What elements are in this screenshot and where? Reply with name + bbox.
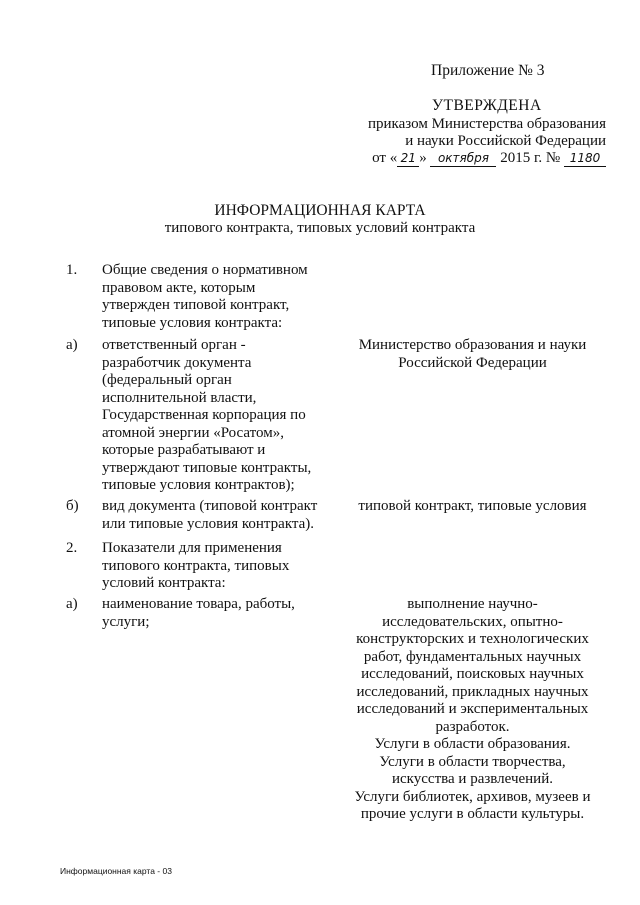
- order-date-line: [372, 150, 606, 167]
- question-line: атомной энергии «Росатом»,: [102, 424, 284, 441]
- question-line: типового контракта, типовых: [102, 557, 290, 574]
- question-line: условий контракта:: [102, 575, 226, 591]
- answer-line: Российской Федерации: [398, 354, 547, 371]
- question-line: исполнительной власти,: [102, 389, 257, 406]
- question-line: типовые условия контрактов);: [102, 477, 295, 493]
- answer-line: типовой контракт, типовые условия: [358, 498, 587, 514]
- row-question: [102, 540, 327, 593]
- answer-line: выполнение научно-: [407, 596, 538, 612]
- question-line: (федеральный орган: [102, 372, 232, 388]
- row-answer: [345, 498, 600, 516]
- question-line: Общие сведения о нормативном: [102, 262, 308, 278]
- row-number: 2.: [66, 540, 78, 556]
- answer-line: исследовательских, опытно-: [382, 613, 563, 630]
- question-line: которые разрабатывают и: [102, 442, 266, 458]
- page-footer: Информационная карта - 03: [60, 866, 172, 876]
- row-question: [102, 337, 327, 495]
- answer-line: разработок.: [435, 718, 510, 735]
- question-line: Показатели для применения: [102, 540, 282, 556]
- row-number: а): [66, 596, 78, 612]
- document-subtitle: типового контракта, типовых условий контракта: [164, 220, 476, 236]
- answer-line: исследований, поисковых научных: [361, 666, 584, 682]
- question-line: наименование товара, работы,: [102, 596, 295, 612]
- row-question: [102, 596, 327, 631]
- answer-line: конструкторских и технологических: [356, 631, 589, 647]
- answer-line: Услуги библиотек, архивов, музеев и: [354, 788, 591, 805]
- question-line: услуги;: [102, 613, 150, 630]
- question-line: вид документа (типовой контракт: [102, 498, 318, 514]
- row-answer: [345, 596, 600, 824]
- order-month-handwritten: октября: [430, 151, 496, 167]
- answer-line: Министерство образования и науки: [358, 337, 587, 353]
- question-line: или типовые условия контракта).: [102, 515, 315, 532]
- order-date-prefix: от «: [372, 150, 398, 166]
- answer-line: исследований и экспериментальных: [356, 701, 589, 717]
- question-line: разработчик документа: [102, 354, 252, 371]
- order-number-handwritten: 1180: [564, 151, 606, 167]
- document-title: ИНФОРМАЦИОННАЯ КАРТА: [214, 202, 426, 219]
- question-line: Государственная корпорация по: [102, 407, 306, 423]
- approved-stamp: УТВЕРЖДЕНА: [432, 97, 542, 114]
- answer-line: Услуги в области творчества,: [379, 753, 566, 770]
- question-line: ответственный орган -: [102, 337, 246, 353]
- order-issuer-line-1: приказом Министерства образования: [368, 116, 606, 132]
- row-question: [102, 498, 327, 533]
- row-number: а): [66, 337, 78, 353]
- order-issuer-line-2: и науки Российской Федерации: [405, 133, 606, 149]
- answer-line: исследований, прикладных научных: [356, 683, 589, 700]
- order-day-handwritten: 21: [397, 151, 419, 167]
- row-number: 1.: [66, 262, 78, 278]
- question-line: утверждают типовые контракты,: [102, 459, 312, 476]
- order-year: 2015 г. №: [500, 150, 561, 166]
- answer-line: работ, фундаментальных научных: [363, 648, 582, 665]
- row-answer: [345, 337, 600, 372]
- answer-line: Услуги в области образования.: [374, 736, 571, 752]
- order-date-mid: »: [419, 150, 427, 166]
- question-line: утвержден типовой контракт,: [102, 297, 290, 313]
- row-number: б): [66, 498, 79, 514]
- appendix-label: Приложение № 3: [431, 62, 545, 79]
- question-line: типовые условия контракта:: [102, 314, 283, 331]
- question-line: правовом акте, которым: [102, 279, 256, 296]
- answer-line: прочие услуги в области культуры.: [360, 806, 585, 822]
- answer-line: искусства и развлечений.: [392, 771, 553, 787]
- row-question: [102, 262, 327, 332]
